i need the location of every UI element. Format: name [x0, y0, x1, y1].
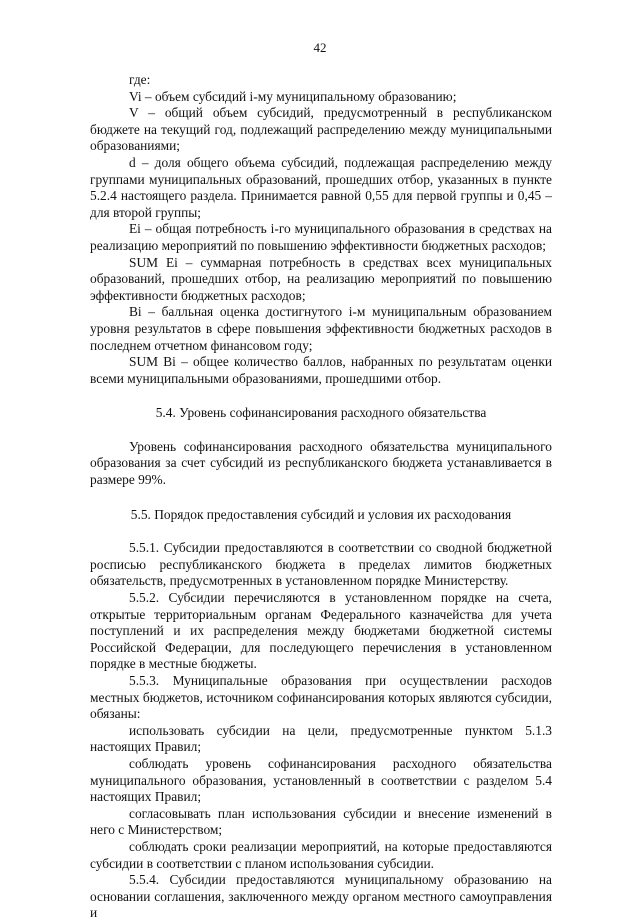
- obligation-item: использовать субсидии на цели, предусмотренные пунктом 5.1.3 настоящих Правил;: [90, 722, 552, 755]
- obligation-item: согласовывать план использования субсидии и внесение изменений в него с Министерством;: [90, 805, 552, 838]
- definition-paragraph: Vi – объем субсидий i-му муниципальному образованию;: [129, 88, 457, 104]
- where-label: где:: [129, 72, 151, 87]
- obligation-item: соблюдать уровень софинансирования расходного обязательства муниципального образования, установленный в соответствии с разделом 5.4 настоящих Правил;: [90, 755, 552, 805]
- definition-paragraph: Ei – общая потребность i-го муниципального образования в средствах на реализацию мероприятий по повышению эффективности бюджетных расходов;: [90, 221, 552, 253]
- definition-paragraph: Bi – балльная оценка достигнутого i-м муниципальным образованием уровня результатов в сфере повышения эффективности бюджетных расходов в последнем отчетном финансовом году;: [90, 304, 552, 353]
- obligation-item: соблюдать сроки реализации мероприятий, на которые предоставляются субсидии в соответствии с планом использования субсидии.: [90, 838, 552, 871]
- section-5-5-heading: 5.5. Порядок предоставления субсидий и условия их расходования: [130, 506, 512, 522]
- section-paragraph: 5.5.1. Субсидии предоставляются в соответствии со сводной бюджетной росписью республиканского бюджета в пределах лимитов бюджетных обязательств, предусмотренных в установленном порядке Министерству.: [90, 540, 552, 589]
- definitions-block: [90, 72, 552, 387]
- section-5-4-text: Уровень софинансирования расходного обязательства муниципального образования за счет субсидий из республиканского бюджета устанавливается в размере 99%.: [90, 438, 552, 488]
- definition-paragraph: V – общий объем субсидий, предусмотренный в республиканском бюджете на текущий год, подлежащий распределению между муниципальными образованиями;: [90, 105, 552, 154]
- definition-paragraph: SUM Bi – общее количество баллов, набранных по результатам оценки всеми муниципальными образованиями, прошедшими отбор.: [90, 354, 552, 386]
- section-paragraph: 5.5.3. Муниципальные образования при осуществлении расходов местных бюджетов, источником софинансирования которых являются субсидии, обязаны:: [90, 673, 552, 722]
- section-5-4-heading: 5.4. Уровень софинансирования расходного обязательства: [155, 405, 487, 421]
- definition-paragraph: d – доля общего объема субсидий, подлежащая распределению между группами муниципальных образований, прошедших отбор, указанных в пункте 5.2.4 настоящего раздела. Принимается равной 0,55 для первой группы и 0,45 – для второй группы;: [90, 154, 552, 220]
- definition-paragraph: SUM Ei – суммарная потребность в средствах всех муниципальных образований, прошедших отбор, на реализацию мероприятий по повышению эффективности бюджетных расходов;: [90, 254, 552, 303]
- page-number: 42: [313, 40, 327, 55]
- section-paragraph: 5.5.4. Субсидии предоставляются муниципальному образованию на основании соглашения, заключенного между органом местного самоуправления и: [90, 872, 552, 921]
- section-5-5-body: [90, 540, 552, 922]
- section-paragraph: 5.5.2. Субсидии перечисляются в установленном порядке на счета, открытые территориальным органам Федерального казначейства для учета поступлений и их распределения между бюджетами бюджетной системы Российской Федерации, для последующего перечисления в установленном порядке в местные бюджеты.: [90, 590, 552, 672]
- page-content: [90, 72, 552, 922]
